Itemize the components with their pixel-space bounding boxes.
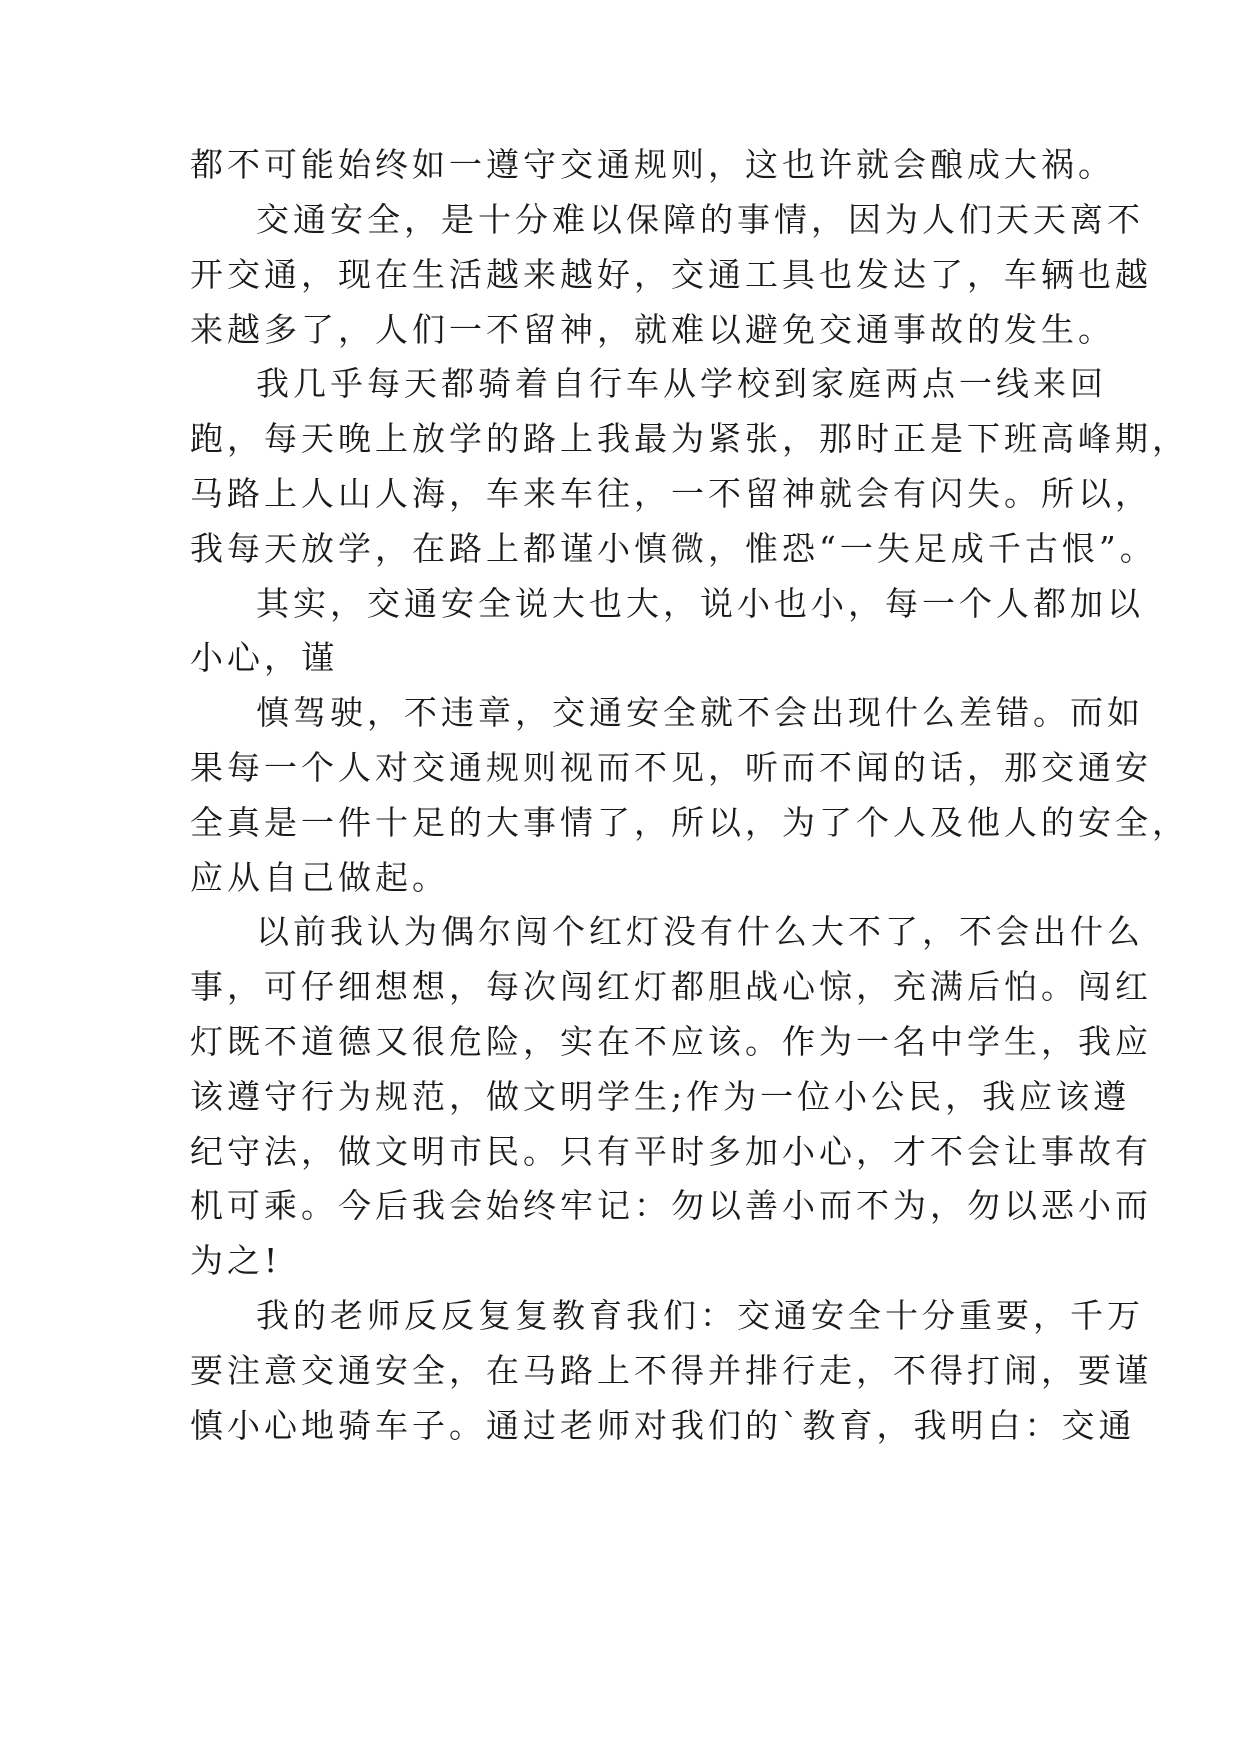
text-line: 开交通，现在生活越来越好，交通工具也发达了，车辆也越 — [190, 255, 1152, 294]
text-line: 来越多了，人们一不留神，就难以避免交通事故的发生。 — [190, 310, 1115, 349]
text-line: 果每一个人对交通规则视而不见，听而不闻的话，那交通安 — [190, 748, 1152, 787]
text-line: 该遵守行为规范，做文明学生;作为一位小公民，我应该遵 — [190, 1077, 1131, 1116]
text-line: 机可乘。今后我会始终牢记：勿以善小而不为，勿以恶小而 — [190, 1186, 1152, 1225]
text-line: 要注意交通安全，在马路上不得并排行走，不得打闹，要谨 — [190, 1351, 1152, 1390]
text-line: 我每天放学，在路上都谨小慎微，惟恐“一失足成千古恨”。 — [190, 529, 1157, 568]
text-line: 都不可能始终如一遵守交通规则，这也许就会酿成大祸。 — [190, 145, 1115, 184]
paragraph-start-line: 慎驾驶，不违章，交通安全就不会出现什么差错。而如 — [256, 693, 1144, 732]
text-line: 全真是一件十足的大事情了，所以，为了个人及他人的安全， — [190, 803, 1189, 842]
text-line: 慎小心地骑车子。通过老师对我们的`教育，我明白：交通 — [190, 1406, 1136, 1445]
text-line: 马路上人山人海，车来车往，一不留神就会有闪失。所以， — [190, 474, 1152, 513]
paragraph-start-line: 交通安全，是十分难以保障的事情，因为人们天天离不 — [256, 200, 1144, 239]
text-line: 灯既不道德又很危险，实在不应该。作为一名中学生，我应 — [190, 1022, 1152, 1061]
paragraph-start-line: 我几乎每天都骑着自行车从学校到家庭两点一线来回 — [256, 364, 1107, 403]
text-line: 事，可仔细想想，每次闯红灯都胆战心惊，充满后怕。闯红 — [190, 967, 1152, 1006]
paragraph-start-line: 其实，交通安全说大也大，说小也小，每一个人都加以 — [256, 584, 1144, 623]
text-line: 应从自己做起。 — [190, 858, 449, 897]
text-line: 为之! — [190, 1241, 282, 1280]
text-line: 跑，每天晚上放学的路上我最为紧张，那时正是下班高峰期， — [190, 419, 1189, 458]
text-line: 纪守法，做文明市民。只有平时多加小心，才不会让事故有 — [190, 1132, 1152, 1171]
paragraph-start-line: 我的老师反反复复教育我们：交通安全十分重要，千万 — [256, 1296, 1144, 1335]
paragraph-start-line: 以前我认为偶尔闯个红灯没有什么大不了，不会出什么 — [256, 912, 1144, 951]
text-line: 小心，谨 — [190, 638, 338, 677]
